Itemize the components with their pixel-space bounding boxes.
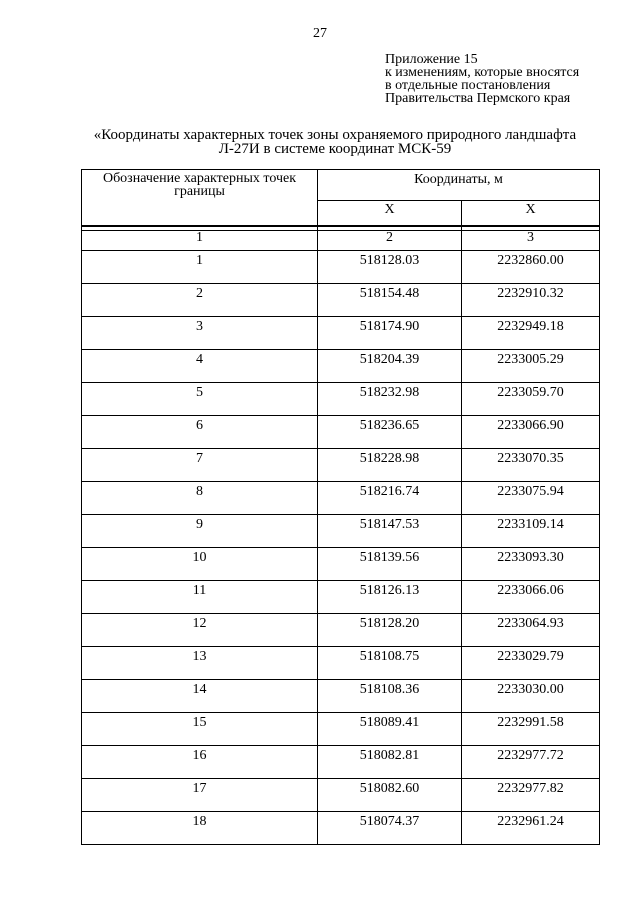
header-coordinates: Координаты, м <box>318 170 600 201</box>
table-row <box>82 251 600 284</box>
x-coordinate-cell: 518074.37 <box>318 812 462 845</box>
table-row <box>82 449 600 482</box>
point-number-cell: 5 <box>82 383 318 416</box>
table-row <box>82 284 600 317</box>
y-coordinate-cell: 2232977.82 <box>462 779 600 812</box>
x-coordinate-cell: 518082.81 <box>318 746 462 779</box>
x-coordinate-cell: 518108.75 <box>318 647 462 680</box>
point-number-cell: 12 <box>82 614 318 647</box>
y-coordinate-cell: 2233066.06 <box>462 581 600 614</box>
appendix-line: в отдельные постановления <box>385 78 551 93</box>
x-coordinate-cell: 518082.60 <box>318 779 462 812</box>
title-line-2: Л-27И в системе координат МСК-59 <box>218 141 452 157</box>
appendix-line: к изменениям, которые вносятся <box>385 65 580 80</box>
point-number-cell: 3 <box>82 317 318 350</box>
appendix-line: Правительства Пермского края <box>385 91 571 106</box>
x-coordinate-cell: 518147.53 <box>318 515 462 548</box>
y-coordinate-cell: 2232991.58 <box>462 713 600 746</box>
table-row <box>82 647 600 680</box>
table-row <box>82 383 600 416</box>
table-row <box>82 548 600 581</box>
y-coordinate-cell: 2233093.30 <box>462 548 600 581</box>
table-row <box>82 680 600 713</box>
x-coordinate-cell: 518204.39 <box>318 350 462 383</box>
table-row <box>82 482 600 515</box>
document-title <box>0 128 640 156</box>
x-coordinate-cell: 518139.56 <box>318 548 462 581</box>
x-coordinate-cell: 518128.20 <box>318 614 462 647</box>
point-number-cell: 9 <box>82 515 318 548</box>
column-number: 3 <box>462 231 600 251</box>
title-line-1: «Координаты характерных точек зоны охраняемого природного ландшафта <box>93 127 577 143</box>
header-y: Х <box>462 200 600 226</box>
x-coordinate-cell: 518154.48 <box>318 284 462 317</box>
table-row <box>82 317 600 350</box>
point-number-cell: 15 <box>82 713 318 746</box>
point-number-cell: 4 <box>82 350 318 383</box>
appendix-line: Приложение 15 <box>385 52 478 67</box>
y-coordinate-cell: 2233064.93 <box>462 614 600 647</box>
y-coordinate-cell: 2233005.29 <box>462 350 600 383</box>
y-coordinate-cell: 2232977.72 <box>462 746 600 779</box>
point-number-cell: 8 <box>82 482 318 515</box>
y-coordinate-cell: 2232949.18 <box>462 317 600 350</box>
x-coordinate-cell: 518232.98 <box>318 383 462 416</box>
table-row <box>82 779 600 812</box>
point-number-cell: 1 <box>82 251 318 284</box>
y-coordinate-cell: 2233075.94 <box>462 482 600 515</box>
table-row <box>82 812 600 845</box>
y-coordinate-cell: 2232860.00 <box>462 251 600 284</box>
table-row <box>82 515 600 548</box>
column-number-row <box>82 231 600 251</box>
point-number-cell: 2 <box>82 284 318 317</box>
y-coordinate-cell: 2232910.32 <box>462 284 600 317</box>
header-x: X <box>318 200 462 226</box>
page-number: 27 <box>313 26 327 41</box>
table-row <box>82 350 600 383</box>
column-number: 2 <box>318 231 462 251</box>
x-coordinate-cell: 518126.13 <box>318 581 462 614</box>
table-row <box>82 614 600 647</box>
x-coordinate-cell: 518108.36 <box>318 680 462 713</box>
point-number-cell: 11 <box>82 581 318 614</box>
y-coordinate-cell: 2233109.14 <box>462 515 600 548</box>
x-coordinate-cell: 518216.74 <box>318 482 462 515</box>
y-coordinate-cell: 2232961.24 <box>462 812 600 845</box>
point-number-cell: 17 <box>82 779 318 812</box>
x-coordinate-cell: 518228.98 <box>318 449 462 482</box>
column-number: 1 <box>82 231 318 251</box>
point-number-cell: 7 <box>82 449 318 482</box>
y-coordinate-cell: 2233029.79 <box>462 647 600 680</box>
table-row <box>82 713 600 746</box>
header-point-designation: Обозначение характерных точек границы <box>82 170 318 227</box>
y-coordinate-cell: 2233070.35 <box>462 449 600 482</box>
x-coordinate-cell: 518089.41 <box>318 713 462 746</box>
x-coordinate-cell: 518236.65 <box>318 416 462 449</box>
point-number-cell: 18 <box>82 812 318 845</box>
table-row <box>82 416 600 449</box>
table-row <box>82 746 600 779</box>
point-number-cell: 16 <box>82 746 318 779</box>
y-coordinate-cell: 2233030.00 <box>462 680 600 713</box>
point-number-cell: 6 <box>82 416 318 449</box>
y-coordinate-cell: 2233059.70 <box>462 383 600 416</box>
y-coordinate-cell: 2233066.90 <box>462 416 600 449</box>
appendix-note <box>385 53 579 105</box>
point-number-cell: 13 <box>82 647 318 680</box>
point-number-cell: 10 <box>82 548 318 581</box>
coordinates-table <box>81 169 600 845</box>
table-row <box>82 581 600 614</box>
x-coordinate-cell: 518128.03 <box>318 251 462 284</box>
point-number-cell: 14 <box>82 680 318 713</box>
x-coordinate-cell: 518174.90 <box>318 317 462 350</box>
